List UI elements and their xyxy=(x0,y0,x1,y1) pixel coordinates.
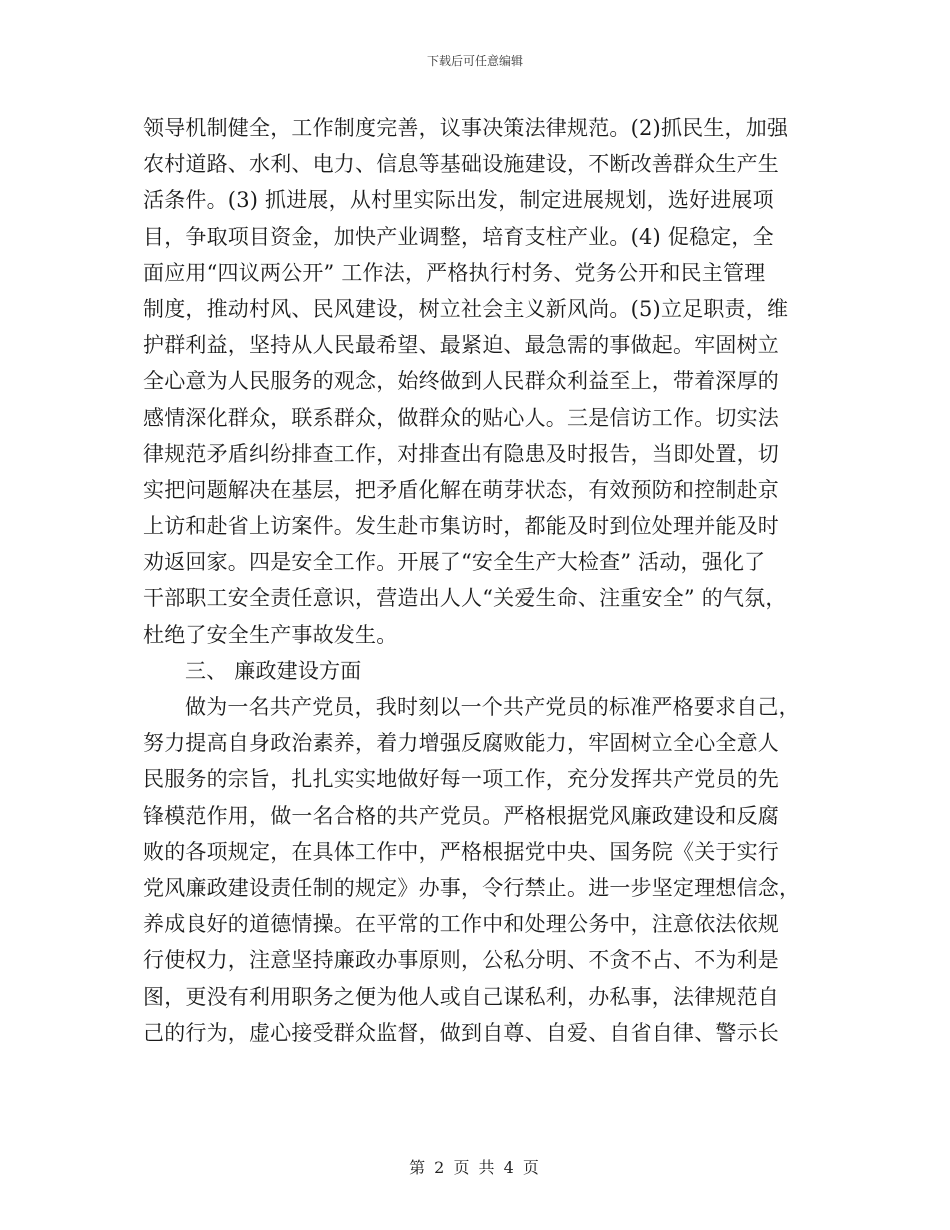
paragraph-line: 图，更没有利用职务之便为他人或自己谋私利，办私事，法律规范自 xyxy=(143,984,779,1009)
body-line: 农村道路、水利、电力、信息等基础设施建设，不断改善群众生产生 xyxy=(143,152,779,177)
page-number: 第 2 页 共 4 页 xyxy=(409,1158,541,1177)
body-line: 干部职工安全责任意识，营造出人人“关爱生命、注重安全” 的气氛， xyxy=(143,586,787,611)
body-line: 活条件。(3) 抓进展，从村里实际出发，制定进展规划，选好进展项 xyxy=(143,188,774,213)
paragraph-line: 锋模范作用，做一名合格的共产党员。严格根据党风廉政建设和反腐 xyxy=(143,803,779,828)
body-line: 面应用“四议两公开” 工作法，严格执行村务、党务公开和民主管理 xyxy=(143,260,766,285)
body-line: 领导机制健全，工作制度完善，议事决策法律规范。(2)抓民生，加强 xyxy=(143,116,789,140)
paragraph-line: 养成良好的道德情操。在平常的工作中和处理公务中，注意依法依规 xyxy=(143,912,779,937)
body-line: 上访和赴省上访案件。发生赴市集访时，都能及时到位处理并能及时 xyxy=(143,514,779,539)
body-line: 劝返回家。四是安全工作。开展了“安全生产大检查” 活动，强化了 xyxy=(143,550,766,575)
paragraph-line: 做为一名共产党员，我时刻以一个共产党员的标准严格要求自己， xyxy=(185,695,800,719)
paragraph-line: 行使权力，注意坚持廉政办事原则，公私分明、不贪不占、不为利是 xyxy=(143,948,779,973)
body-line: 感情深化群众，联系群众，做群众的贴心人。三是信访工作。切实法 xyxy=(143,405,779,430)
body-line: 杜绝了安全生产事故发生。 xyxy=(143,622,398,647)
body-line: 制度，推动村风、民风建设，树立社会主义新风尚。(5)立足职责，维 xyxy=(143,296,789,321)
header-note: 下载后可任意编辑 xyxy=(426,54,523,68)
document-body xyxy=(143,110,823,1051)
body-line: 全心意为人民服务的观念，始终做到人民群众利益至上，带着深厚的 xyxy=(143,369,779,394)
paragraph-line: 努力提高自身政治素养，着力增强反腐败能力，牢固树立全心全意人 xyxy=(143,731,779,756)
paragraph-line: 民服务的宗旨，扎扎实实地做好每一项工作，充分发挥共产党员的先 xyxy=(143,767,779,792)
paragraph-line: 败的各项规定，在具体工作中，严格根据党中央、国务院《关于实行 xyxy=(143,839,779,864)
body-line: 护群利益，坚持从人民最希望、最紧迫、最急需的事做起。牢固树立 xyxy=(143,333,779,358)
body-line: 实把问题解决在基层，把矛盾化解在萌芽状态，有效预防和控制赴京 xyxy=(143,477,779,502)
paragraph-line: 党风廉政建设责任制的规定》办事，令行禁止。进一步坚定理想信念， xyxy=(143,875,801,900)
section-heading: 三、 廉政建设方面 xyxy=(185,658,362,683)
body-line: 律规范矛盾纠纷排查工作，对排查出有隐患及时报告，当即处置，切 xyxy=(143,441,779,466)
body-line: 目，争取项目资金，加快产业调整，培育支柱产业。(4) 促稳定，全 xyxy=(143,224,774,249)
paragraph-line: 己的行为，虚心接受群众监督，做到自尊、自爱、自省自律、警示长 xyxy=(143,1020,779,1045)
